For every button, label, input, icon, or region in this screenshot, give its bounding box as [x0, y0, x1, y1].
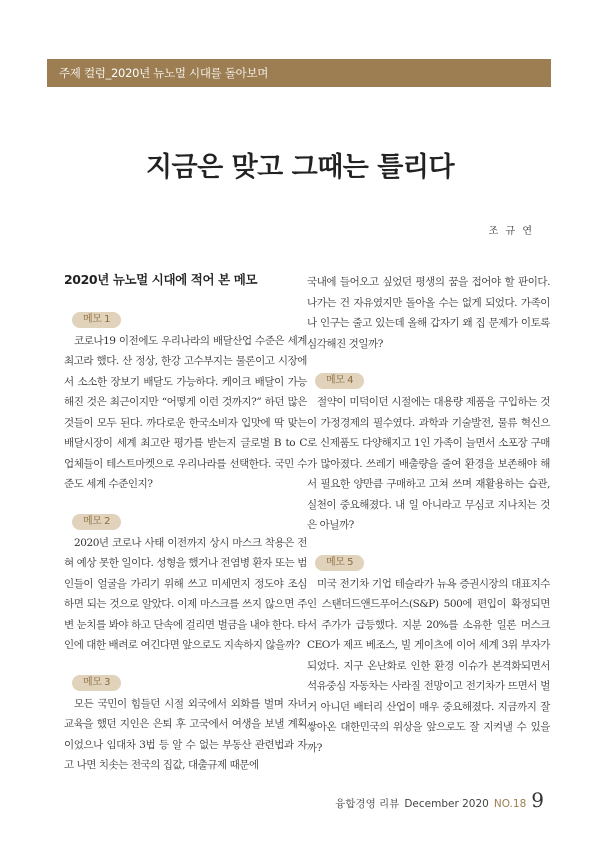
memo-3-continued: [307, 272, 550, 354]
memo-badge: 메모 5: [315, 555, 364, 571]
page-footer: [335, 788, 544, 812]
memo-5: [307, 552, 550, 759]
memo-2: [64, 511, 307, 656]
issue-date: December 2020: [404, 798, 489, 810]
memo-text: 모든 국민이 힘들던 시절 외국에서 외화를 벌며 자녀교육을 했던 지인은 은퇴 후 고국에서 여생을 보낼 계획이었으나 임대차 3법 등 알 수 없는 부동산 관련법과 자고 나면 치솟는 전국의 집값, 대출규제 때문에: [64, 697, 307, 771]
page-number: 9: [531, 788, 544, 812]
section-heading: 2020년 뉴노멀 시대에 적어 본 메모: [64, 272, 258, 287]
memo-text: 국내에 들어오고 싶었던 평생의 꿈을 접어야 할 판이다. 나가는 건 자유였지만 돌아올 수는 없게 되었다. 가족이나 인구는 줄고 있는데 올해 갑자기 왜 집 문제가 이토록 심각해진 것일까?: [307, 276, 550, 350]
memo-3: [64, 672, 307, 776]
author-name: 조 규 연: [488, 226, 534, 237]
section-banner: 주제 컬럼_2020년 뉴노멀 시대를 돌아보며: [47, 59, 551, 87]
publication-name: 융합경영 리뷰: [335, 798, 400, 810]
left-column: [64, 270, 307, 792]
memo-4: [307, 370, 550, 536]
memo-badge: 메모 3: [72, 675, 121, 691]
memo-text: 코로나19 이전에도 우리나라의 배달산업 수준은 세계 최고라 했다. 산 정상, 한강 고수부지는 물론이고 시장에서 소소한 장보기 배달도 가능하다. 케이크 배달이 가능해진 것은 최근이지만 “어떻게 이런 것까지?” 하던 많은 것들이 모두 된다. 까다로운 한국소비자 입맛에 딱 맞는 배달시장이 세계 최고란 평가를 받는지 글로벌 B to C 업체들이 테스트마켓으로 우리나라를 선택한다. 국민 수준도 세계 수준인지?: [64, 334, 307, 490]
right-column: [307, 272, 550, 774]
memo-text: 2020년 코로나 사태 이전까지 상시 마스크 착용은 전혀 예상 못한 일이다. 성형을 했거나 전염병 환자 또는 범인들이 얼굴을 가리기 위해 쓰고 미세먼지 정도야 조심하면 되는 것으로 알았다. 이제 마스크를 쓰지 않으면 주변 눈치를 봐야 하고 단속에 걸리면 벌금을 내야 한다. 타인에 대한 배려로 여긴다면 앞으로도 지속하지 않을까?: [64, 536, 307, 651]
article-title: 지금은 맞고 그때는 틀리다: [145, 152, 455, 183]
memo-text: 절약이 미덕이던 시절에는 대용량 제품을 구입하는 것이 가정경제의 필수였다. 과학과 기술발전, 물류 혁신으로 신제품도 다양해지고 1인 가족이 늘면서 소포장 구매가 많아졌다. 쓰레기 배출량을 줄여 환경을 보존해야 해서 필요한 양만큼 구매하고 고쳐 쓰며 재활용하는 습관, 실천이 중요해졌다. 내 일 아니라고 무심코 지나치는 것은 아닐까?: [307, 396, 550, 531]
memo-text: 미국 전기차 기업 테슬라가 뉴욕 증권시장의 대표지수인 스탠더드앤드푸어스(S&P) 500에 편입이 확정되면서 주가가 급등했다. 지분 20%를 소유한 일론 머스크 CEO가 제프 베조스, 빌 게이츠에 이어 세계 3위 부자가 되었다. 지구 온난화로 인한 환경 이슈가 본격화되면서 석유중심 자동차는 사라질 전망이고 전기차가 뜨면서 벌거 아니던 배터리 산업이 매우 중요해졌다. 지금까지 잘 쌓아온 대한민국의 위상을 앞으로도 잘 지켜낼 수 있을까?: [307, 577, 550, 754]
memo-badge: 메모 1: [72, 312, 121, 328]
issue-number: NO.18: [493, 798, 527, 810]
memo-1: [64, 309, 307, 495]
memo-badge: 메모 2: [72, 514, 121, 530]
memo-badge: 메모 4: [315, 373, 364, 389]
